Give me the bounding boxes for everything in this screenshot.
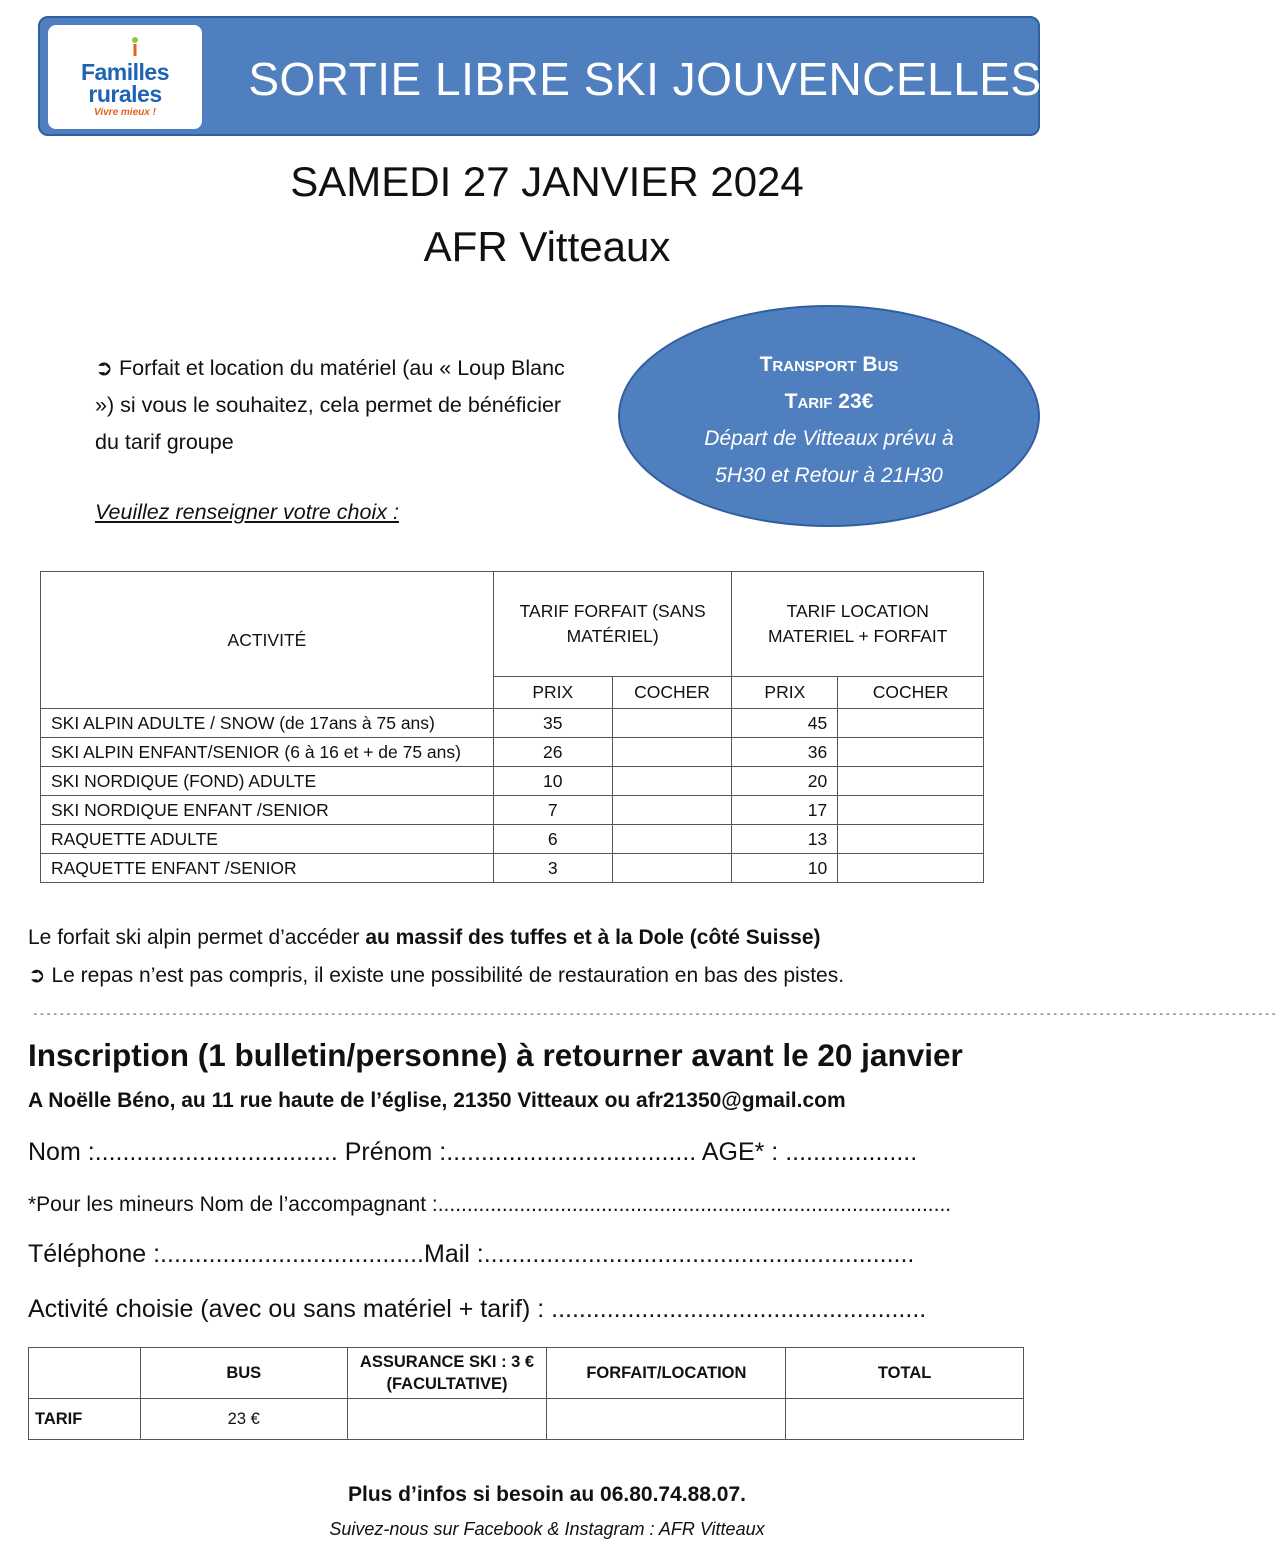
registration-title: Inscription (1 bulletin/personne) à retourner avant le 20 janvier <box>28 1037 963 1073</box>
table-row <box>41 854 984 883</box>
cut-line-divider: -------------------------------------------------------------------------------------------------------------------------------------------------------------------------------------------- <box>32 1007 1277 1020</box>
location-price-cell: 45 <box>732 709 838 738</box>
forfait-price-cell: 3 <box>493 854 612 883</box>
activity-price-table <box>40 571 984 883</box>
transport-price: Tarif 23€ <box>784 390 874 413</box>
guardian-label: *Pour les mineurs Nom de l’accompagnant : <box>28 1193 438 1216</box>
forfait-checkbox-cell[interactable] <box>612 854 732 883</box>
forfait-price-cell: 10 <box>493 767 612 796</box>
age-field[interactable]: ................... <box>778 1138 918 1166</box>
activity-name-cell: SKI ALPIN ENFANT/SENIOR (6 à 16 et + de 75 ans) <box>41 738 494 767</box>
forfait-checkbox-cell[interactable] <box>612 825 732 854</box>
bus-price-cell: 23 € <box>140 1399 347 1440</box>
row-label-tarif: TARIF <box>29 1399 141 1440</box>
forfait-checkbox-cell[interactable] <box>612 738 732 767</box>
forfait-price-cell: 35 <box>493 709 612 738</box>
forfait-note <box>28 926 821 950</box>
logo-figure-icon <box>130 37 140 57</box>
subheader-prix: PRIX <box>732 677 838 709</box>
subheader-cocher: COCHER <box>612 677 732 709</box>
logo-text-line1: Familles <box>80 59 170 85</box>
activity-choice-field[interactable]: ...................................................... <box>544 1295 927 1323</box>
telephone-field[interactable]: ...................................... <box>160 1240 424 1268</box>
mail-field[interactable]: .............................................................. <box>483 1240 915 1268</box>
activity-name-cell: RAQUETTE ENFANT /SENIOR <box>41 854 494 883</box>
assurance-input-cell[interactable] <box>347 1399 547 1440</box>
activity-choice-label: Activité choisie (avec ou sans matériel + tarif) : <box>28 1295 545 1323</box>
location-checkbox-cell[interactable] <box>838 767 984 796</box>
table-row <box>41 709 984 738</box>
location-price-cell: 17 <box>732 796 838 825</box>
forfait-location-input-cell[interactable] <box>547 1399 786 1440</box>
location-price-cell: 13 <box>732 825 838 854</box>
tarif-summary-table <box>28 1347 1024 1440</box>
intro-text: Forfait et location du matériel (au « Loup Blanc ») si vous le souhaitez, cela permet de bénéficier du tarif groupe <box>95 356 565 454</box>
forfait-checkbox-cell[interactable] <box>612 767 732 796</box>
table-row <box>41 825 984 854</box>
choice-prompt: Veuillez renseigner votre choix : <box>95 500 399 524</box>
activity-name-cell: SKI ALPIN ADULTE / SNOW (de 17ans à 75 ans) <box>41 709 494 738</box>
social-follow: Suivez-nous sur Facebook & Instagram : AFR Vitteaux <box>329 1519 765 1539</box>
activity-name-cell: RAQUETTE ADULTE <box>41 825 494 854</box>
arrow-icon: ➲ <box>28 964 46 987</box>
column-header-assurance: ASSURANCE SKI : 3 € (FACULTATIVE) <box>347 1348 547 1399</box>
registration-address: A Noëlle Béno, au 11 rue haute de l’église, 21350 Vitteaux ou afr21350@gmail.com <box>28 1089 846 1112</box>
subheader-cocher: COCHER <box>838 677 984 709</box>
transport-schedule: 5H30 et Retour à 21H30 <box>715 464 943 487</box>
forfait-price-cell: 7 <box>493 796 612 825</box>
location-price-cell: 10 <box>732 854 838 883</box>
logo-tagline: Vivre mieux ! <box>94 107 156 118</box>
forfait-price-cell: 6 <box>493 825 612 854</box>
telephone-label: Téléphone : <box>28 1240 161 1268</box>
forfait-note-text: Le forfait ski alpin permet d’accéder <box>28 926 366 949</box>
table-row <box>41 738 984 767</box>
location-checkbox-cell[interactable] <box>838 825 984 854</box>
intro-paragraph <box>95 350 585 461</box>
guardian-field[interactable]: ........................................................................................ <box>437 1193 952 1216</box>
location-checkbox-cell[interactable] <box>838 709 984 738</box>
prenom-label: Prénom : <box>344 1138 447 1166</box>
familles-rurales-logo <box>48 25 202 129</box>
location-price-cell: 36 <box>732 738 838 767</box>
guardian-field-row <box>28 1193 951 1217</box>
forfait-checkbox-cell[interactable] <box>612 796 732 825</box>
total-input-cell[interactable] <box>786 1399 1024 1440</box>
transport-departure: Départ de Vitteaux prévu à <box>704 427 954 450</box>
activity-name-cell: SKI NORDIQUE ENFANT /SENIOR <box>41 796 494 825</box>
age-label: AGE* : <box>701 1138 779 1166</box>
subheader-prix: PRIX <box>493 677 612 709</box>
forfait-price-cell: 26 <box>493 738 612 767</box>
meal-note <box>28 963 844 988</box>
location-checkbox-cell[interactable] <box>838 854 984 883</box>
table-row <box>41 796 984 825</box>
location-checkbox-cell[interactable] <box>838 738 984 767</box>
blank-header-cell <box>29 1348 141 1399</box>
activity-choice-row <box>28 1295 926 1324</box>
nom-field[interactable]: ................................... <box>94 1138 338 1166</box>
prenom-field[interactable]: .................................... <box>446 1138 697 1166</box>
column-header-activity: ACTIVITÉ <box>41 572 494 709</box>
info-phone: Plus d’infos si besoin au 06.80.74.88.07. <box>347 1483 746 1506</box>
forfait-note-bold: au massif des tuffes et à la Dole (côté Suisse) <box>365 926 821 949</box>
name-fields-row <box>28 1138 917 1167</box>
logo-text-line2: rurales <box>88 81 162 107</box>
column-header-forfait: TARIF FORFAIT (SANS MATÉRIEL) <box>493 572 732 677</box>
mail-label: Mail : <box>424 1240 484 1268</box>
page-title: SORTIE LIBRE SKI JOUVENCELLES <box>248 53 1042 105</box>
transport-info-ellipse <box>618 305 1040 527</box>
event-organizer: AFR Vitteaux <box>423 223 671 270</box>
location-checkbox-cell[interactable] <box>838 796 984 825</box>
column-header-location: TARIF LOCATION MATERIEL + FORFAIT <box>732 572 984 677</box>
transport-title: Transport Bus <box>759 353 899 376</box>
activity-name-cell: SKI NORDIQUE (FOND) ADULTE <box>41 767 494 796</box>
table-row <box>41 767 984 796</box>
column-header-total: TOTAL <box>786 1348 1024 1399</box>
meal-note-text: Le repas n’est pas compris, il existe une possibilité de restauration en bas des pistes. <box>51 964 845 987</box>
location-price-cell: 20 <box>732 767 838 796</box>
contact-fields-row <box>28 1240 914 1269</box>
arrow-icon: ➲ <box>95 356 114 380</box>
nom-label: Nom : <box>28 1138 95 1166</box>
column-header-bus: BUS <box>140 1348 347 1399</box>
column-header-forfait-location: FORFAIT/LOCATION <box>547 1348 786 1399</box>
forfait-checkbox-cell[interactable] <box>612 709 732 738</box>
event-date: SAMEDI 27 JANVIER 2024 <box>290 158 804 205</box>
